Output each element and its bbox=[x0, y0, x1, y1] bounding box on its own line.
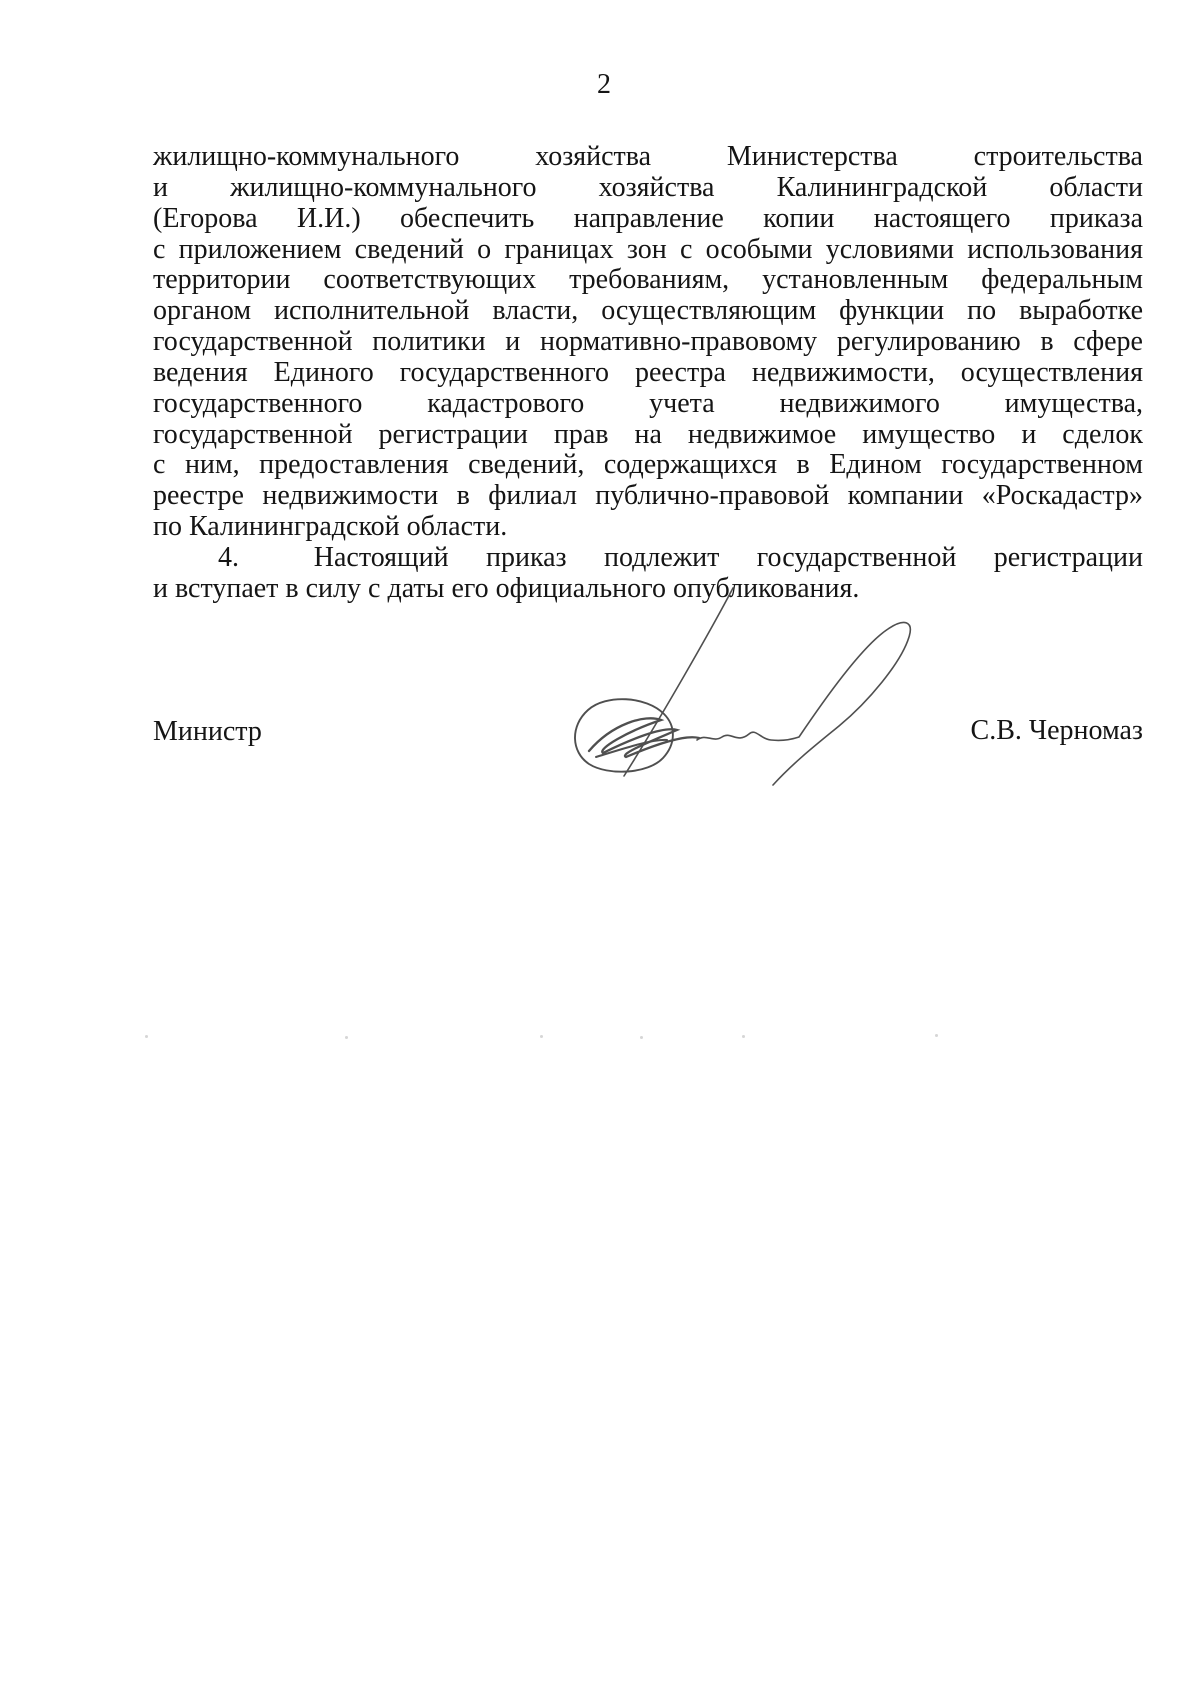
paragraph-line: с ним, предоставления сведений, содержащихся в Едином государственном bbox=[153, 449, 1143, 481]
scan-artifact-dot bbox=[935, 1034, 938, 1037]
paragraph-line: территории соответствующих требованиям, установленным федеральным bbox=[153, 264, 1143, 296]
signatory-title: Министр bbox=[153, 716, 262, 747]
paragraph-line: реестре недвижимости в филиал публично-правовой компании «Роскадастр» bbox=[153, 480, 1143, 512]
paragraph-line: органом исполнительной власти, осуществляющим функции по выработке bbox=[153, 295, 1143, 327]
signatory-name: С.В. Черномаз bbox=[970, 715, 1143, 746]
scan-artifact-dot bbox=[742, 1035, 745, 1038]
paragraph-line: ведения Единого государственного реестра недвижимости, осуществления bbox=[153, 356, 1143, 388]
paragraph-line: жилищно-коммунального хозяйства Министерства строительства bbox=[153, 141, 1143, 172]
paragraph-line: 4. Настоящий приказ подлежит государственной регистрации bbox=[218, 541, 1143, 573]
handwritten-signature-icon bbox=[560, 540, 960, 800]
scan-artifact-dot bbox=[540, 1035, 543, 1038]
paragraph-line: (Егорова И.И.) обеспечить направление копии настоящего приказа bbox=[153, 202, 1143, 234]
scan-artifact-dot bbox=[640, 1036, 643, 1039]
paragraph-line: с приложением сведений о границах зон с особыми условиями использования bbox=[153, 233, 1143, 265]
paragraph-line: государственного кадастрового учета недвижимого имущества, bbox=[153, 387, 1143, 419]
page-number: 2 bbox=[597, 69, 611, 100]
paragraph-line: и жилищно-коммунального хозяйства Калининградской области bbox=[153, 171, 1143, 203]
paragraph-line: государственной политики и нормативно-правовому регулированию в сфере bbox=[153, 326, 1143, 358]
document-body bbox=[153, 142, 1143, 605]
paragraph-line: и вступает в силу с даты его официального опубликования. bbox=[153, 572, 860, 604]
scan-artifact-dot bbox=[145, 1035, 148, 1038]
paragraph-line: государственной регистрации прав на недвижимое имущество и сделок bbox=[153, 418, 1143, 450]
paragraph-line: по Калининградской области. bbox=[153, 511, 508, 543]
scan-artifact-dot bbox=[345, 1036, 348, 1039]
